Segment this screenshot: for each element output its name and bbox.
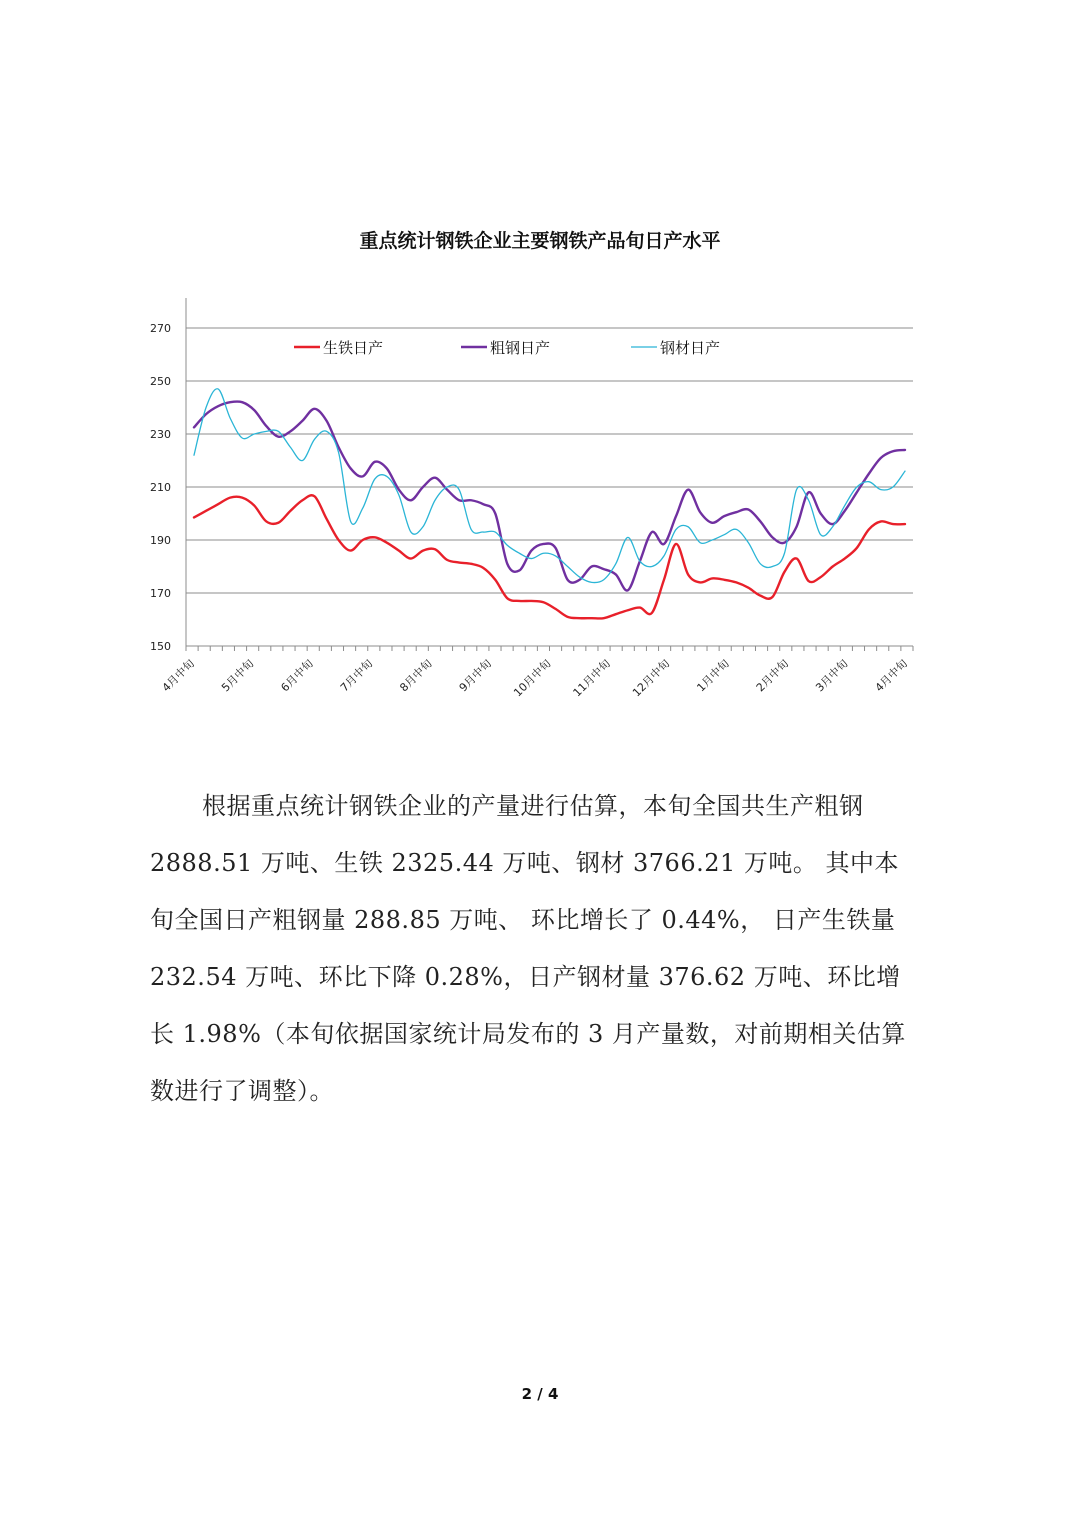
x-tick-label: 5月中旬: [219, 656, 257, 695]
x-tick-label: 2月中旬: [753, 656, 792, 695]
series-line-steel-products: [194, 389, 905, 583]
y-tick-label: 170: [150, 587, 171, 600]
legend-label-crude-steel: 粗钢日产: [490, 339, 551, 357]
legend-label-pig-iron: 生铁日产: [323, 339, 384, 357]
x-tick-label: 3月中旬: [813, 656, 851, 695]
y-tick-label: 250: [150, 375, 171, 388]
x-tick-label: 9月中旬: [456, 656, 495, 695]
page-number: 2 / 4: [521, 1385, 559, 1403]
y-tick-label: 210: [150, 481, 171, 494]
x-tick-label: 1月中旬: [694, 656, 732, 695]
x-tick-label: 12月中旬: [630, 656, 673, 700]
chart-title: 重点统计钢铁企业主要钢铁产品旬日产水平: [359, 230, 721, 252]
x-tick-label: 10月中旬: [511, 656, 554, 700]
x-tick-label: 4月中旬: [159, 656, 198, 695]
x-tick-label: 4月中旬: [872, 656, 911, 695]
y-tick-label: 230: [150, 428, 171, 441]
x-tick-label: 6月中旬: [278, 656, 316, 695]
legend-label-steel-products: 钢材日产: [660, 339, 721, 357]
y-tick-label: 190: [150, 534, 171, 547]
body-paragraph: 根据重点统计钢铁企业的产量进行估算，本旬全国共生产粗钢 2888.51 万吨、生铁 2325.44 万吨、钢材 3766.21 万吨。 其中本旬全国日产粗钢量 288.85 万吨、 环比增长了 0.44%， 日产生铁量 232.54 万吨、环比下降 0.28%，日产钢材量 376.62 万吨、环比增长 1.98%（本旬依据国家统计局发布的 3 月产量数，对前期相关估算数进行了调整）。: [150, 792, 906, 1105]
x-tick-label: 8月中旬: [397, 656, 435, 695]
y-tick-label: 270: [150, 322, 171, 335]
x-tick-label: 11月中旬: [570, 656, 614, 700]
x-tick-label: 7月中旬: [337, 656, 376, 695]
line-chart: [0, 0, 1080, 760]
series-line-pig-iron: [194, 495, 905, 618]
y-tick-label: 150: [150, 640, 171, 653]
